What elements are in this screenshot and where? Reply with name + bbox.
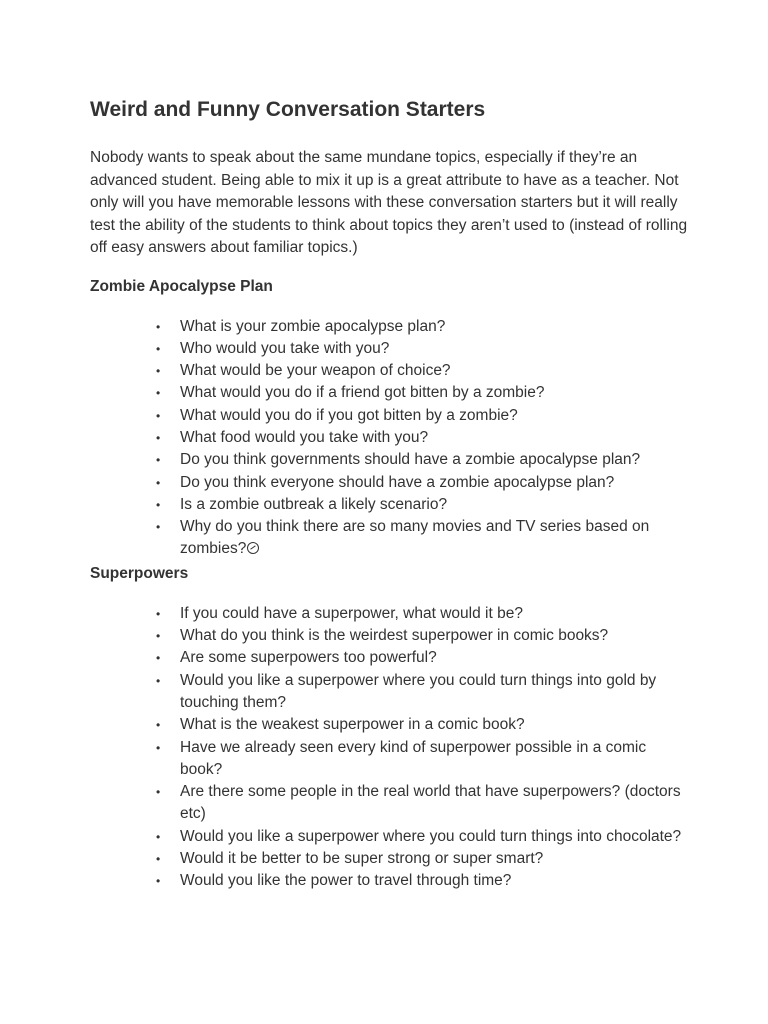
bullet-icon: •	[156, 785, 161, 800]
intro-paragraph: Nobody wants to speak about the same mundane topics, especially if they’re an advanced student. Being able to mix it up is a great attribute to have as a teacher. Not only will you have memorable lessons with these conversation starters but it will really test the ability of the students to think about topics they aren’t used to (instead of rolling off easy answers about familiar topics.)	[90, 149, 688, 256]
page-title: Weird and Funny Conversation Starters	[90, 98, 486, 121]
list-item: • What is the weakest superpower in a comic book?	[90, 714, 690, 736]
list-item: • Would you like the power to travel through time?	[90, 870, 690, 892]
list-item: • Have we already seen every kind of superpower possible in a comic book?	[156, 738, 647, 778]
section-heading-superpowers: Superpowers	[90, 564, 189, 582]
list-item: • What would be your weapon of choice?	[90, 360, 690, 382]
bullet-icon: •	[156, 453, 161, 468]
section-heading-zombie: Zombie Apocalypse Plan	[90, 277, 273, 295]
list-item: • Do you think governments should have a zombie apocalypse plan?	[90, 449, 690, 471]
bullet-icon: •	[156, 497, 161, 512]
bullet-icon: •	[156, 718, 161, 733]
list-item: • Are there some people in the real world that have superpowers? (doctors etc)	[156, 783, 681, 823]
bullet-icon: •	[156, 364, 161, 379]
bullet-icon: •	[156, 852, 161, 867]
list-item: • Would you like a superpower where you could turn things into chocolate?	[90, 826, 690, 848]
superpowers-question-list	[90, 603, 690, 893]
list-item: • Is a zombie outbreak a likely scenario?	[90, 494, 690, 516]
list-item: • Would it be better to be super strong or super smart?	[90, 848, 690, 870]
bullet-icon: •	[156, 629, 161, 644]
bullet-icon: •	[156, 874, 161, 889]
bullet-icon: •	[156, 673, 161, 688]
zombie-question-list	[90, 316, 690, 561]
bullet-icon: •	[156, 319, 161, 334]
list-item: • What would you do if a friend got bitten by a zombie?	[90, 382, 690, 404]
bullet-icon: •	[156, 740, 161, 755]
bullet-icon: •	[156, 651, 161, 666]
bullet-icon: •	[156, 386, 161, 401]
bullet-icon: •	[156, 341, 161, 356]
list-item: • Do you think everyone should have a zombie apocalypse plan?	[90, 472, 690, 494]
list-item: • Who would you take with you?	[90, 338, 690, 360]
list-item: • What is your zombie apocalypse plan?	[90, 316, 690, 338]
bullet-icon: •	[156, 829, 161, 844]
document-page	[90, 95, 690, 893]
bullet-icon: •	[156, 520, 161, 535]
list-item: • What would you do if you got bitten by a zombie?	[90, 405, 690, 427]
list-item: • If you could have a superpower, what would it be?	[90, 603, 690, 625]
list-item: • Why do you think there are so many movies and TV series based on zombies?	[156, 518, 650, 558]
bullet-icon: •	[156, 475, 161, 490]
list-item: • Are some superpowers too powerful?	[90, 647, 690, 669]
list-item: • Would you like a superpower where you could turn things into gold by touching them?	[156, 671, 657, 711]
smiley-icon	[247, 542, 259, 554]
list-item: • What food would you take with you?	[90, 427, 690, 449]
bullet-icon: •	[156, 430, 161, 445]
bullet-icon: •	[156, 408, 161, 423]
bullet-icon: •	[156, 606, 161, 621]
list-item: • What do you think is the weirdest superpower in comic books?	[90, 625, 690, 647]
